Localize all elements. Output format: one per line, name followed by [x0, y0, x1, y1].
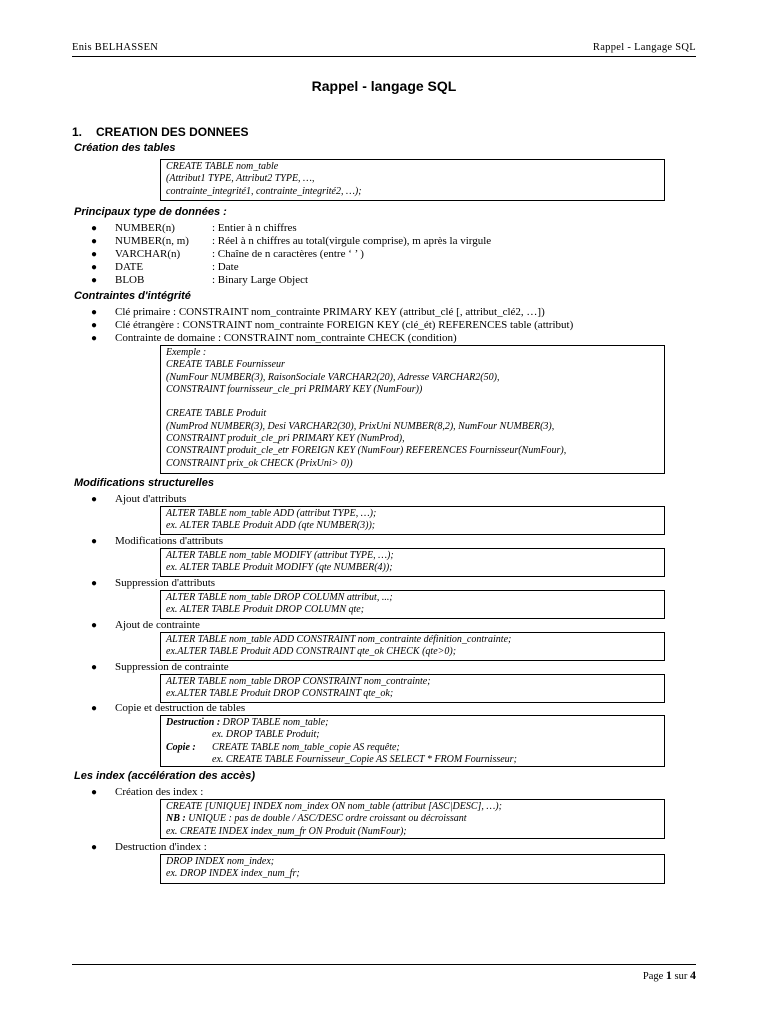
code-box	[160, 632, 665, 661]
page-header	[72, 42, 696, 56]
code-line: ex.ALTER TABLE Produit ADD CONSTRAINT qte_ok CHECK (qte>0);	[166, 646, 457, 658]
code-line: Exemple :	[166, 347, 207, 358]
subheading-types: Principaux type de données :	[74, 206, 227, 218]
page-title: Rappel - langage SQL	[311, 78, 457, 94]
section-number: 1.	[72, 125, 83, 139]
code-box	[160, 715, 665, 767]
code-line: ex. ALTER TABLE Produit ADD (qte NUMBER(3));	[166, 520, 376, 532]
code-line: ALTER TABLE nom_table DROP COLUMN attribut, ...;	[166, 592, 393, 603]
code-line: CONSTRAINT prix_ok CHECK (PrixUni> 0))	[166, 457, 353, 469]
code-line: contrainte_integrité1, contrainte_integrité2, …);	[166, 185, 362, 197]
code-box	[160, 548, 665, 577]
code-line: ALTER TABLE nom_table MODIFY (attribut TYPE, …);	[166, 550, 394, 561]
section-title: CREATION DES DONNEES	[96, 125, 249, 139]
header-rule	[72, 56, 696, 57]
code-keyword: NB :	[166, 813, 186, 825]
code-line: ex. CREATE TABLE Fournisseur_Copie AS SELECT * FROM Fournisseur;	[212, 753, 517, 765]
code-line: CREATE TABLE nom_table	[166, 161, 279, 172]
type-desc: : Date	[212, 261, 239, 273]
page-number	[643, 968, 696, 983]
code-line: ex.ALTER TABLE Produit DROP CONSTRAINT qte_ok;	[166, 688, 394, 700]
code-box-example	[160, 345, 665, 474]
header-author: Enis BELHASSEN	[72, 42, 159, 53]
type-desc: : Binary Large Object	[212, 274, 309, 286]
code-box	[160, 590, 665, 619]
subheading-creation-tables: Création des tables	[74, 142, 176, 154]
code-line: ex. ALTER TABLE Produit MODIFY (qte NUMBER(4));	[166, 562, 393, 574]
code-line: (NumProd NUMBER(3), Desi VARCHAR2(30), PrixUni NUMBER(8,2), NumFour NUMBER(3),	[166, 420, 555, 432]
type-name: DATE	[115, 261, 144, 273]
code-line: DROP INDEX nom_index;	[166, 856, 275, 867]
section-heading	[72, 125, 248, 139]
type-name: NUMBER(n)	[115, 222, 175, 234]
code-line: ALTER TABLE nom_table ADD CONSTRAINT nom_contrainte définition_contrainte;	[166, 634, 512, 645]
header-doc-title: Rappel - Langage SQL	[592, 42, 696, 53]
type-desc: : Réel à n chiffres au total(virgule comprise), m après la virgule	[212, 235, 492, 247]
subheading-modifs: Modifications structurelles	[74, 477, 214, 489]
code-line: CREATE TABLE Fournisseur	[166, 359, 285, 371]
code-line: ex. DROP TABLE Produit;	[212, 729, 320, 741]
code-line: ex. ALTER TABLE Produit DROP COLUMN qte;	[166, 604, 365, 616]
code-line: ex. CREATE INDEX index_num_fr ON Produit (NumFour);	[166, 825, 407, 837]
code-line: CREATE TABLE nom_table_copie AS requête;	[212, 741, 400, 753]
type-desc: : Chaîne de n caractères (entre ‘ ’ )	[212, 248, 364, 260]
code-line: CREATE TABLE Produit	[166, 408, 267, 420]
code-box-create-table	[160, 159, 665, 201]
code-line: CONSTRAINT produit_cle_pri PRIMARY KEY (NumProd),	[166, 433, 405, 445]
code-line: (NumFour NUMBER(3), RaisonSociale VARCHAR2(20), Adresse VARCHAR2(50),	[166, 371, 500, 383]
code-line	[166, 396, 659, 408]
page-current: 1	[665, 968, 672, 982]
type-name: BLOB	[115, 274, 145, 286]
page-label: Page	[642, 971, 664, 982]
type-desc: : Entier à n chiffres	[212, 222, 297, 234]
page-of: sur	[674, 971, 688, 982]
code-line: DROP TABLE nom_table;	[220, 717, 329, 728]
code-line: (Attribut1 TYPE, Attribut2 TYPE, …,	[166, 173, 315, 185]
page-total: 4	[690, 968, 696, 982]
type-name: NUMBER(n, m)	[115, 235, 189, 247]
code-line: ex. DROP INDEX index_num_fr;	[166, 868, 300, 880]
code-keyword: Destruction :	[166, 717, 221, 728]
code-line: ALTER TABLE nom_table ADD (attribut TYPE, …);	[166, 508, 377, 519]
code-line: CONSTRAINT fournisseur_cle_pri PRIMARY KEY (NumFour))	[166, 383, 423, 395]
code-keyword: Copie :	[166, 741, 196, 753]
type-name: VARCHAR(n)	[115, 248, 181, 260]
code-line: ALTER TABLE nom_table DROP CONSTRAINT nom_contrainte;	[166, 676, 431, 687]
code-line: UNIQUE : pas de double / ASC/DESC ordre croissant ou décroissant	[185, 813, 467, 825]
footer-rule	[72, 964, 696, 965]
code-box	[160, 799, 665, 839]
subheading-contraintes: Contraintes d'intégrité	[74, 290, 191, 302]
code-line: CONSTRAINT produit_cle_etr FOREIGN KEY (NumFour) REFERENCES Fournisseur(NumFour),	[166, 445, 567, 457]
code-line: CREATE [UNIQUE] INDEX nom_index ON nom_table (attribut [ASC|DESC], …);	[166, 801, 502, 812]
subheading-index: Les index (accélération des accès)	[74, 770, 255, 782]
code-box	[160, 506, 665, 535]
code-box	[160, 674, 665, 703]
code-box	[160, 854, 665, 884]
